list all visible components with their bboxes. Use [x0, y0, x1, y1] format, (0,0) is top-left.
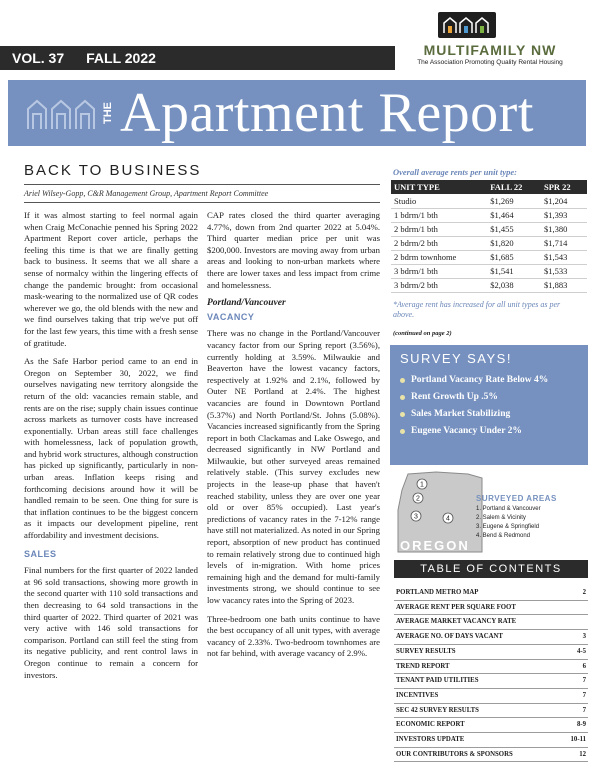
- column-header: UNIT TYPE: [391, 180, 487, 194]
- table-cell: $1,269: [487, 194, 541, 208]
- toc-item[interactable]: [394, 674, 588, 689]
- toc-item-page: 8-9: [576, 721, 586, 729]
- rent-table: [391, 180, 587, 293]
- table-cell: $1,883: [541, 278, 587, 292]
- toc-item-label: AVERAGE NO. OF DAYS VACANT: [396, 633, 503, 641]
- column-header: FALL 22: [487, 180, 541, 194]
- toc-item-page: 12: [579, 750, 586, 758]
- toc-item[interactable]: [394, 630, 588, 645]
- survey-item-text: Portland Vacancy Rate Below 4%: [411, 375, 549, 385]
- table-row: [391, 236, 587, 250]
- toc-item-page: 4-5: [576, 647, 586, 655]
- divider: [24, 202, 380, 203]
- toc-item[interactable]: [394, 718, 588, 733]
- survey-item-text: Eugene Vacancy Under 2%: [411, 426, 522, 436]
- map-marker-label: 1: [420, 481, 424, 489]
- paragraph: Final numbers for the first quarter of 2022 landed at 96 sold transactions, showing more growth in the second quarter with 110 sold transactions and then decreasing to 64 sold transactions in the third quarter of 2022. Third quarter of 2021 was very active with 146 sold transactions for comparison. Portland can still feel the sting from its negative publicity, and rent control laws in Oregon continue to remain a concern for investors.: [24, 565, 198, 680]
- survey-title: SURVEY SAYS!: [400, 351, 512, 366]
- table-cell: $1,685: [487, 250, 541, 264]
- page-title: Apartment Report: [120, 82, 534, 144]
- toc-item[interactable]: [394, 733, 588, 748]
- divider: [24, 184, 380, 185]
- survey-item: [400, 372, 578, 389]
- table-cell: 2 bdrm/1 bth: [391, 222, 487, 236]
- table-row: [391, 222, 587, 236]
- table-cell: $1,464: [487, 208, 541, 222]
- toc-item-label: SEC 42 SURVEY RESULTS: [396, 706, 479, 714]
- volume-label: VOL. 37: [12, 50, 65, 66]
- section-heading-vacancy: VACANCY: [207, 311, 255, 322]
- table-cell: $1,541: [487, 264, 541, 278]
- logo-houses-icon: [438, 12, 496, 38]
- table-cell: 2 bdrm/2 bth: [391, 236, 487, 250]
- toc-item-label: AVERAGE MARKET VACANCY RATE: [396, 618, 517, 626]
- map-marker-label: 2: [416, 495, 420, 503]
- rent-table-caption: Overall average rents per unit type:: [393, 167, 517, 177]
- toc-item-page: 10-11: [570, 736, 586, 744]
- bullet-icon: [400, 412, 405, 417]
- column-header: SPR 22: [541, 180, 587, 194]
- toc-item[interactable]: [394, 601, 588, 616]
- toc-item-label: ECONOMIC REPORT: [396, 721, 465, 729]
- table-cell: $1,714: [541, 236, 587, 250]
- survey-says-box: [390, 345, 588, 465]
- table-row: [391, 250, 587, 264]
- table-cell: $1,820: [487, 236, 541, 250]
- table-cell: 1 bdrm/1 bth: [391, 208, 487, 222]
- toc-item-label: PORTLAND METRO MAP: [396, 589, 479, 596]
- masthead: [0, 0, 590, 78]
- toc-item-page: 3: [582, 633, 586, 641]
- toc-title: TABLE OF CONTENTS: [394, 560, 588, 578]
- banner-the-label: THE: [102, 102, 114, 124]
- areas-title: SURVEYED AREAS: [476, 494, 557, 503]
- area-item: 1. Portland & Vancouver: [476, 506, 541, 512]
- table-cell: $1,204: [541, 194, 587, 208]
- map-marker-label: 4: [446, 515, 450, 523]
- paragraph: If it was almost starting to feel normal again when Craig McConachie penned his Spring 2022 Apartment Report cover article, perhaps the feeling this time is that we are finally getting back to business. It seems that we all share a sense of normalcy within the lingering effects of change the pandemic brought: from occasional mask-wearing to the normalized use of QR codes wherever we go, the old blends with the new and we find ourselves taking that trip we've put off for the last few years, this time with a fresh sense of gratitude.: [24, 210, 198, 348]
- logo-title: MULTIFAMILY NW: [423, 42, 557, 58]
- survey-list: [400, 372, 578, 440]
- title-banner: [8, 80, 586, 146]
- table-cell: 2 bdrm townhome: [391, 250, 487, 264]
- bullet-icon: [400, 378, 405, 383]
- table-cell: $1,533: [541, 264, 587, 278]
- toc-item[interactable]: [394, 704, 588, 719]
- survey-item-text: Rent Growth Up .5%: [411, 392, 498, 402]
- table-cell: $1,543: [541, 250, 587, 264]
- toc-item[interactable]: [394, 748, 588, 763]
- area-item: 2. Salem & Vicinity: [476, 515, 526, 521]
- banner-houses-icon: [26, 97, 98, 131]
- survey-item: [400, 406, 578, 423]
- toc-item-label: SURVEY RESULTS: [396, 647, 456, 655]
- survey-item-text: Sales Market Stabilizing: [411, 409, 511, 419]
- toc-item-label: AVERAGE RENT PER SQUARE FOOT: [396, 603, 516, 611]
- table-cell: $2,038: [487, 278, 541, 292]
- rent-note: *Average rent has increased for all unit types as per above.: [393, 300, 561, 319]
- article-byline: Ariel Wilsey-Gopp, C&R Management Group, Apartment Report Committee: [24, 189, 269, 198]
- table-cell: Studio: [391, 194, 487, 208]
- toc-item-label: TENANT PAID UTILITIES: [396, 677, 479, 685]
- season-label: FALL 2022: [86, 50, 156, 66]
- table-cell: 3 bdrm/1 bth: [391, 264, 487, 278]
- continued-note: (continued on page 2): [393, 330, 452, 337]
- toc-item-page: 7: [582, 706, 586, 714]
- toc-item-page: 6: [582, 662, 586, 670]
- section-heading-sales: SALES: [24, 548, 57, 559]
- article-headline: BACK TO BUSINESS: [24, 162, 202, 179]
- paragraph: As the Safe Harbor period came to an end in Oregon on September 30, 2022, we find ourselves navigating new territory alongside the return of the old: vacancies remain stable, and rents are on the rise; supply chain issues continue across markets as turnover costs have increased exponentially. Urban areas still face challenges with homelessness, lack of population growth, and hybrid work structures, although construction has picked up significantly, particularly in non-urban areas. Inflation keeps rising and forthcoming decisions around how it will be handled remain to be seen. One thing for sure is that inflation continues to be the biggest concern as it impacts our development pipeline, rent affordability and investment decisions.: [24, 356, 198, 541]
- toc-item[interactable]: [394, 615, 588, 630]
- toc-item[interactable]: [394, 660, 588, 675]
- table-row: [391, 194, 587, 208]
- toc-item-label: INVESTORS UPDATE: [396, 736, 465, 744]
- issue-strip: [0, 46, 395, 70]
- survey-item: [400, 423, 578, 440]
- table-cell: $1,393: [541, 208, 587, 222]
- rent-table-header: [391, 180, 587, 194]
- paragraph: CAP rates closed the third quarter averaging 4.77%, down from 2nd quarter 2022 at 5.04%. Third quarter median price per unit was $200,000. Investors are moving away from urban areas and looking to non-urban markets where there are lower taxes and less impact from crime and homelessness.: [207, 210, 380, 290]
- table-row: [391, 208, 587, 222]
- toc-item-page: 7: [582, 677, 586, 685]
- bullet-icon: [400, 395, 405, 400]
- toc-item[interactable]: [394, 586, 588, 601]
- area-item: 4. Bend & Redmond: [476, 533, 531, 539]
- paragraph: There was no change in the Portland/Vancouver vacancy factor from our Spring report (3.56%), currently holding at 3.59%. Milwaukie and Beaverton have the lowest vacancy factors, respectively at 1.92% and 2.1%, followed by Outer NE Portland at 2.4%. The highest vacancies are found in Downtown Portland (5.37%) and North Portland/St. Johns (5.08%). Vacancies increased significantly from the Spring report in both Clackamas and Lake Oswego, and decreased significantly in NW Portland and Milwaukie, but other surveyed areas remained relatively stable. (This survey excludes new projects in the lease-up phase that haven't reached stability, unless they are over one year old or over 85% occupied). Last year's predictions of vacancy rates in the 7-12% range have still not materialized. As noted in our Spring report, absorption of new product has continued to remain relatively strong due to continued high levels of in-migration. With home prices remaining high and the demand for multi-family investments strong, we should continue to see low vacancy rates into the Spring of 2023.: [207, 328, 380, 605]
- table-row: [391, 278, 587, 292]
- surveyed-areas-legend: [476, 494, 588, 541]
- region-heading: Portland/Vancouver: [207, 298, 286, 309]
- logo-subtitle: The Association Promoting Quality Rental Housing: [417, 59, 563, 66]
- toc-item-page: 2: [582, 589, 586, 596]
- area-item: 3. Eugene & Springfield: [476, 524, 540, 530]
- toc-item[interactable]: [394, 645, 588, 660]
- table-cell: $1,380: [541, 222, 587, 236]
- toc-item-page: 7: [582, 691, 586, 699]
- toc-item-label: INCENTIVES: [396, 691, 439, 699]
- article-column-2: [207, 210, 380, 667]
- toc-item-label: OUR CONTRIBUTORS & SPONSORS: [396, 750, 513, 758]
- table-row: [391, 264, 587, 278]
- toc-item-label: TREND REPORT: [396, 662, 450, 670]
- map-marker-label: 3: [414, 513, 418, 521]
- bullet-icon: [400, 429, 405, 434]
- map-state-label: OREGON: [400, 538, 470, 553]
- table-cell: 3 bdrm/2 bth: [391, 278, 487, 292]
- paragraph: Three-bedroom one bath units continue to have the best occupancy of all unit types, with average vacancy of 2.33%. Two-bedroom townhomes are not far behind, with average vacancy of 2.9%.: [207, 613, 380, 659]
- table-of-contents: [394, 560, 588, 762]
- article-column-1: [24, 210, 198, 688]
- table-cell: $1,455: [487, 222, 541, 236]
- survey-item: [400, 389, 578, 406]
- toc-item[interactable]: [394, 689, 588, 704]
